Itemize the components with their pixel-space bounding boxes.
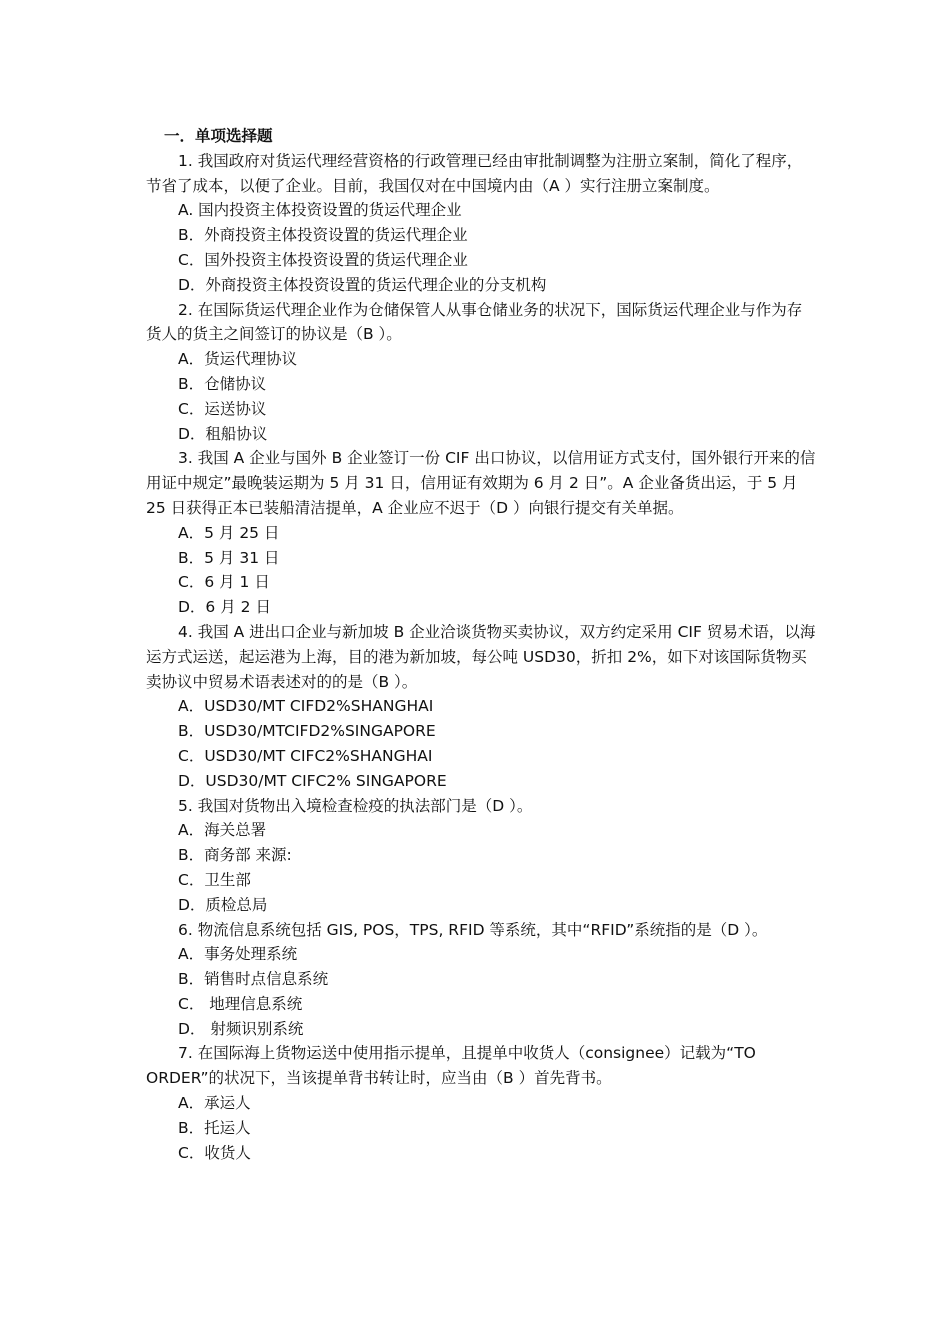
section-heading: 一．单项选择题 xyxy=(164,127,273,145)
option-c: C．卫生部 xyxy=(178,870,251,889)
option-c: C．运送协议 xyxy=(178,399,267,418)
question-stem: 2. 在国际货运代理企业作为仓储保管人从事仓储业务的状况下，国际货运代理企业与作为存货人的货主之间签订的协议是（B ）。 xyxy=(146,300,803,344)
option-a: A．承运人 xyxy=(178,1094,251,1113)
question-stem: 7. 在国际海上货物运送中使用指示提单，且提单中收货人（consignee）记载为“TO ORDER”的状况下，当该提单背书转让时，应当由（B ）首先背书。 xyxy=(146,1044,756,1088)
option-b: B．5 月 31 日 xyxy=(178,548,280,567)
question-stem: 4. 我国 A 进出口企业与新加坡 B 企业洽谈货物买卖协议，双方约定采用 CIF 贸易术语，以海运方式运送，起运港为上海，目的港为新加坡，每公吨 USD30，折扣 2%，如下对该国际货物买卖协议中贸易术语表述对的的是（B ）。 xyxy=(146,622,816,691)
option-a: A．海关总署 xyxy=(178,821,267,840)
option-d: D． 射频识别系统 xyxy=(178,1019,304,1038)
option-d: D．租船协议 xyxy=(178,424,268,443)
option-b: B．销售时点信息系统 xyxy=(178,970,329,989)
option-a: A．5 月 25 日 xyxy=(178,523,280,542)
option-d: D．质检总局 xyxy=(178,895,268,914)
question-7 xyxy=(146,1041,816,1165)
question-5 xyxy=(146,794,816,918)
question-2 xyxy=(146,298,816,447)
option-d: D．6 月 2 日 xyxy=(178,598,271,617)
option-c: C．收货人 xyxy=(178,1143,251,1162)
option-d: D．USD30/MT CIFC2% SINGAPORE xyxy=(178,771,447,790)
question-stem: 5. 我国对货物出入境检查检疫的执法部门是（D ）。 xyxy=(178,796,533,815)
option-a: A. 国内投资主体投资设置的货运代理企业 xyxy=(178,201,462,220)
option-d: D．外商投资主体投资设置的货运代理企业的分支机构 xyxy=(178,275,547,294)
option-b: B．仓储协议 xyxy=(178,374,267,393)
option-b: B．USD30/MTCIFD2%SINGAPORE xyxy=(178,722,436,741)
question-4 xyxy=(146,620,816,794)
question-3 xyxy=(146,446,816,620)
option-b: B．托运人 xyxy=(178,1118,251,1137)
option-a: A．USD30/MT CIFD2%SHANGHAI xyxy=(178,697,434,716)
option-c: C．6 月 1 日 xyxy=(178,573,270,592)
question-stem: 3. 我国 A 企业与国外 B 企业签订一份 CIF 出口协议，以信用证方式支付，国外银行开来的信用证中规定”最晚装运期为 5 月 31 日，信用证有效期为 6 月 2 日”。A 企业备货出运，于 5 月 25 日获得正本已装船清洁提单，A 企业应不迟于（D ）向银行提交有关单据。 xyxy=(146,449,816,517)
option-a: A．货运代理协议 xyxy=(178,350,298,369)
option-c: C． 地理信息系统 xyxy=(178,994,303,1013)
question-1 xyxy=(146,149,816,298)
option-c: C．USD30/MT CIFC2%SHANGHAI xyxy=(178,746,433,765)
question-stem: 6. 物流信息系统包括 GIS, POS，TPS, RFID 等系统，其中“RFID”系统指的是（D ）。 xyxy=(178,920,768,939)
option-b: B．商务部 来源: xyxy=(178,846,292,865)
option-b: B．外商投资主体投资设置的货运代理企业 xyxy=(178,226,468,245)
option-c: C．国外投资主体投资设置的货运代理企业 xyxy=(178,250,468,269)
document-body xyxy=(146,124,816,1165)
option-a: A．事务处理系统 xyxy=(178,945,298,964)
question-stem: 1. 我国政府对货运代理经营资格的行政管理已经由审批制调整为注册立案制，简化了程序，节省了成本，以便了企业。目前，我国仅对在中国境内由（A ）实行注册立案制度。 xyxy=(146,151,803,195)
question-6 xyxy=(146,918,816,1042)
